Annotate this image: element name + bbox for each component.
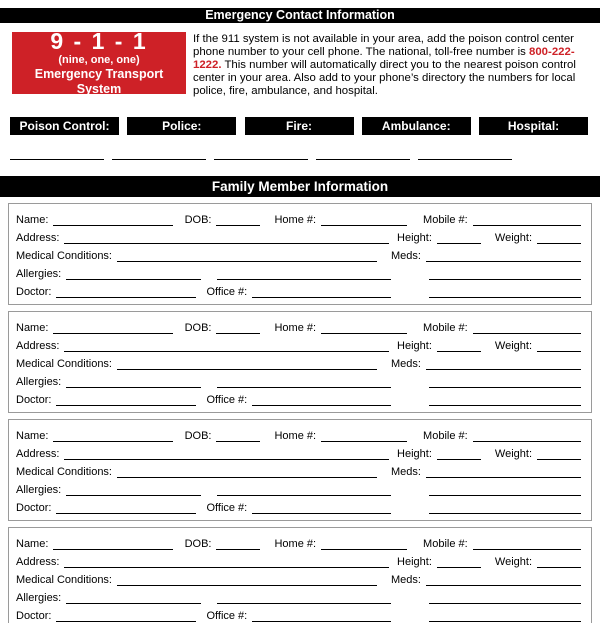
badge-caption: Emergency Transport System xyxy=(34,67,164,96)
name-blank-line xyxy=(53,333,172,334)
contact-label-police: Police: xyxy=(127,117,236,135)
home-phone-blank-line xyxy=(321,549,407,550)
address-row xyxy=(16,444,581,462)
meds-label: Meds: xyxy=(391,465,421,478)
doctor-blank-line xyxy=(56,513,196,514)
dob-blank-line xyxy=(216,333,260,334)
doctor-row xyxy=(16,606,581,623)
address-blank-line xyxy=(64,459,389,460)
doctor-label: Doctor: xyxy=(16,609,52,622)
ambulance-blank-line xyxy=(316,159,410,160)
height-blank-line xyxy=(437,459,481,460)
home-phone-blank-line xyxy=(321,333,407,334)
height-blank-line xyxy=(437,351,481,352)
doctor-label: Doctor: xyxy=(16,501,52,514)
hospital-blank-line xyxy=(418,159,512,160)
address-label: Address: xyxy=(16,447,60,460)
contact-label-row xyxy=(10,117,588,135)
office-phone-blank-line xyxy=(252,297,391,298)
meds-continuation-line xyxy=(429,603,581,604)
address-blank-line xyxy=(64,567,389,568)
office-phone-label: Office #: xyxy=(206,609,248,622)
name-label: Name: xyxy=(16,537,49,550)
allergies-row xyxy=(16,264,581,282)
allergies-row xyxy=(16,372,581,390)
mobile-phone-label: Mobile #: xyxy=(423,213,468,226)
family-info-header: Family Member Information xyxy=(0,176,600,197)
address-row xyxy=(16,552,581,570)
paragraph-text-after: This number will automatically direct you to the nearest poison control center in your area. Also add to your phone’s directory the numbers for local police, fire, ambulance, and hospital. xyxy=(193,58,576,97)
meds-continuation-line xyxy=(429,621,581,622)
weight-blank-line xyxy=(537,243,581,244)
doctor-blank-line xyxy=(56,297,196,298)
meds-blank-line xyxy=(426,369,581,370)
medical-conditions-blank-line xyxy=(117,369,377,370)
medical-row xyxy=(16,462,581,480)
name-row xyxy=(16,210,581,228)
dob-label: DOB: xyxy=(184,321,212,334)
badge-subtitle: (nine, one, one) xyxy=(58,54,140,66)
dob-blank-line xyxy=(216,225,260,226)
poison-control-blank-line xyxy=(10,159,104,160)
name-blank-line xyxy=(53,441,172,442)
mobile-phone-blank-line xyxy=(473,549,581,550)
medical-conditions-blank-line xyxy=(117,261,377,262)
contact-label-ambulance: Ambulance: xyxy=(362,117,471,135)
home-phone-label: Home #: xyxy=(274,429,317,442)
meds-label: Meds: xyxy=(391,573,421,586)
allergies-blank-line xyxy=(66,279,201,280)
contact-label-hospital: Hospital: xyxy=(479,117,588,135)
weight-blank-line xyxy=(537,351,581,352)
home-phone-blank-line xyxy=(321,225,407,226)
allergies-continuation-line xyxy=(217,279,391,280)
allergies-continuation-line xyxy=(217,495,391,496)
allergies-blank-line xyxy=(66,495,201,496)
medical-conditions-blank-line xyxy=(117,477,377,478)
family-member-card xyxy=(8,203,592,305)
paragraph-text-before: If the 911 system is not available in your area, add the poison control center phone number to your cell phone. The national, toll-free number is xyxy=(193,33,574,58)
office-phone-label: Office #: xyxy=(206,501,248,514)
mobile-phone-blank-line xyxy=(473,333,581,334)
police-blank-line xyxy=(112,159,206,160)
office-phone-label: Office #: xyxy=(206,285,248,298)
medical-conditions-label: Medical Conditions: xyxy=(16,573,112,586)
weight-blank-line xyxy=(537,459,581,460)
allergies-row xyxy=(16,480,581,498)
allergies-blank-line xyxy=(66,603,201,604)
contact-label-poison-control: Poison Control: xyxy=(10,117,119,135)
medical-row xyxy=(16,354,581,372)
allergies-row xyxy=(16,588,581,606)
meds-blank-line xyxy=(426,585,581,586)
name-blank-line xyxy=(53,225,172,226)
dob-blank-line xyxy=(216,441,260,442)
medical-conditions-label: Medical Conditions: xyxy=(16,465,112,478)
doctor-blank-line xyxy=(56,405,196,406)
doctor-row xyxy=(16,498,581,516)
name-label: Name: xyxy=(16,213,49,226)
address-row xyxy=(16,228,581,246)
weight-blank-line xyxy=(537,567,581,568)
dob-label: DOB: xyxy=(184,537,212,550)
allergies-blank-line xyxy=(66,387,201,388)
name-label: Name: xyxy=(16,429,49,442)
contact-blank-line-row xyxy=(10,159,600,160)
home-phone-label: Home #: xyxy=(274,537,317,550)
allergies-continuation-line xyxy=(217,603,391,604)
address-label: Address: xyxy=(16,231,60,244)
mobile-phone-blank-line xyxy=(473,441,581,442)
emergency-form-page xyxy=(0,8,600,623)
meds-label: Meds: xyxy=(391,249,421,262)
meds-blank-line xyxy=(426,477,581,478)
911-badge xyxy=(12,28,186,96)
fire-blank-line xyxy=(214,159,308,160)
weight-label: Weight: xyxy=(494,447,532,460)
height-label: Height: xyxy=(397,339,432,352)
address-label: Address: xyxy=(16,555,60,568)
medical-conditions-label: Medical Conditions: xyxy=(16,357,112,370)
meds-continuation-line xyxy=(429,387,581,388)
office-phone-label: Office #: xyxy=(206,393,248,406)
meds-continuation-line xyxy=(429,513,581,514)
mobile-phone-blank-line xyxy=(473,225,581,226)
doctor-row xyxy=(16,390,581,408)
medical-conditions-label: Medical Conditions: xyxy=(16,249,112,262)
intro-paragraph xyxy=(193,32,596,98)
mobile-phone-label: Mobile #: xyxy=(423,321,468,334)
family-member-card xyxy=(8,311,592,413)
height-label: Height: xyxy=(397,555,432,568)
dob-blank-line xyxy=(216,549,260,550)
mobile-phone-label: Mobile #: xyxy=(423,537,468,550)
home-phone-label: Home #: xyxy=(274,321,317,334)
dob-label: DOB: xyxy=(184,213,212,226)
mobile-phone-label: Mobile #: xyxy=(423,429,468,442)
address-row xyxy=(16,336,581,354)
address-label: Address: xyxy=(16,339,60,352)
doctor-label: Doctor: xyxy=(16,393,52,406)
office-phone-blank-line xyxy=(252,405,391,406)
meds-continuation-line xyxy=(429,297,581,298)
allergies-label: Allergies: xyxy=(16,483,62,496)
height-label: Height: xyxy=(397,447,432,460)
intro-section xyxy=(12,28,596,98)
height-blank-line xyxy=(437,243,481,244)
medical-conditions-blank-line xyxy=(117,585,377,586)
name-row xyxy=(16,318,581,336)
family-member-list xyxy=(0,203,600,623)
family-member-card xyxy=(8,527,592,623)
family-member-card xyxy=(8,419,592,521)
poison-control-phone-number: 800-222-1222. xyxy=(193,45,575,71)
name-label: Name: xyxy=(16,321,49,334)
dob-label: DOB: xyxy=(184,429,212,442)
meds-blank-line xyxy=(426,261,581,262)
home-phone-label: Home #: xyxy=(274,213,317,226)
doctor-blank-line xyxy=(56,621,196,622)
badge-number: 9 - 1 - 1 xyxy=(50,28,148,54)
doctor-row xyxy=(16,282,581,300)
meds-continuation-line xyxy=(429,495,581,496)
emergency-contact-header: Emergency Contact Information xyxy=(0,8,600,23)
doctor-label: Doctor: xyxy=(16,285,52,298)
address-blank-line xyxy=(64,351,389,352)
weight-label: Weight: xyxy=(494,339,532,352)
weight-label: Weight: xyxy=(494,555,532,568)
allergies-label: Allergies: xyxy=(16,267,62,280)
meds-continuation-line xyxy=(429,279,581,280)
name-row xyxy=(16,426,581,444)
office-phone-blank-line xyxy=(252,513,391,514)
address-blank-line xyxy=(64,243,389,244)
name-row xyxy=(16,534,581,552)
weight-label: Weight: xyxy=(494,231,532,244)
height-label: Height: xyxy=(397,231,432,244)
allergies-label: Allergies: xyxy=(16,591,62,604)
height-blank-line xyxy=(437,567,481,568)
medical-row xyxy=(16,246,581,264)
home-phone-blank-line xyxy=(321,441,407,442)
meds-label: Meds: xyxy=(391,357,421,370)
office-phone-blank-line xyxy=(252,621,391,622)
contact-label-fire: Fire: xyxy=(245,117,354,135)
meds-continuation-line xyxy=(429,405,581,406)
allergies-continuation-line xyxy=(217,387,391,388)
medical-row xyxy=(16,570,581,588)
name-blank-line xyxy=(53,549,172,550)
allergies-label: Allergies: xyxy=(16,375,62,388)
